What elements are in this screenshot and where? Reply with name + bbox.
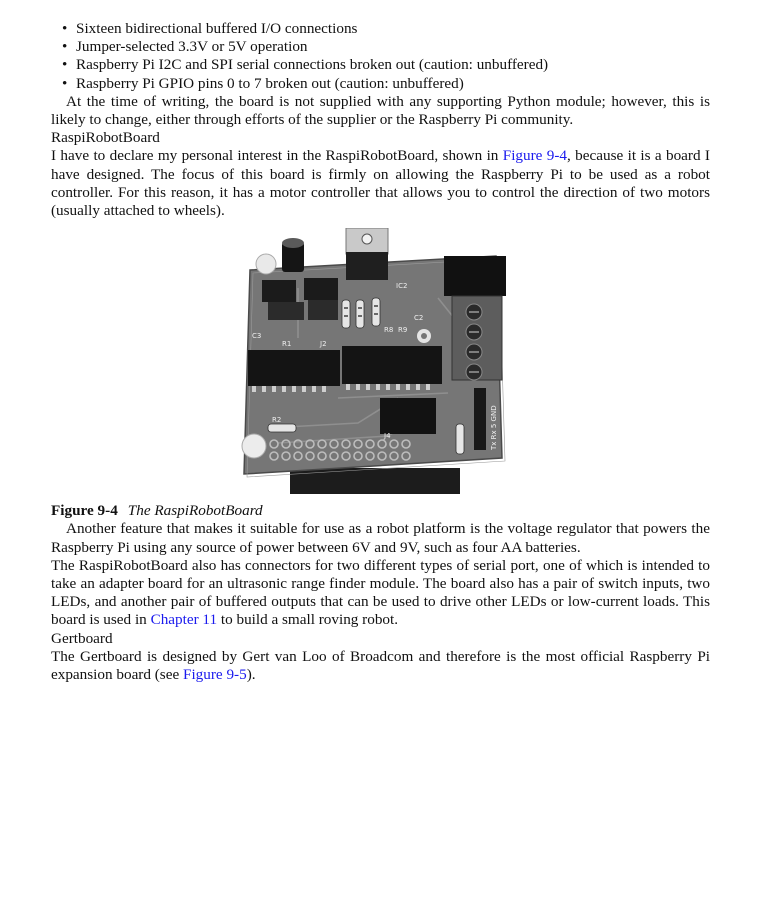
paragraph-serial-ports: The RaspiRobotBoard also has connectors for two different types of serial port, one of which is intended to take an adapter board for an ultrasonic range finder module. The board also has a pair of switch inputs, two LEDs, and another pair of buffered outputs that can be used to drive other LEDs or low-current loads. This board is used in Chapter 11 to build a small roving robot.	[51, 556, 710, 629]
label-r2: R2	[272, 416, 282, 425]
section-heading-gertboard: Gertboard	[51, 629, 113, 647]
figure-9-4	[51, 228, 710, 500]
page-content	[51, 20, 710, 684]
feature-list	[51, 20, 710, 93]
figure-9-4-link[interactable]: Figure 9-4	[502, 147, 568, 165]
label-r8: R8	[384, 326, 394, 335]
chapter-11-link[interactable]: Chapter 11	[150, 611, 218, 629]
figure-9-5-link[interactable]: Figure 9-5	[183, 666, 247, 684]
label-r9: R9	[398, 326, 408, 335]
paragraph-raspirobotboard-intro: I have to declare my personal interest in the RaspiRobotBoard, shown in Figure 9-4, because it is a board I have designed. The focus of this board is firmly on allowing the Raspberry Pi to be used as a robot controller. For this reason, it has a motor controller that allows you to control the direction of two motors (usually attached to wheels).	[51, 147, 710, 220]
label-c2: C2	[414, 314, 424, 323]
label-j2: J2	[320, 340, 327, 349]
figure-caption	[51, 502, 710, 520]
bullet-icon: •	[62, 20, 68, 37]
list-item: • Jumper-selected 3.3V or 5V operation	[62, 38, 308, 56]
section-heading-raspirobotboard: RaspiRobotBoard	[51, 129, 160, 147]
raspirobotboard-photo	[238, 228, 522, 500]
paragraph-python-module: At the time of writing, the board is not supplied with any supporting Python module; however, this is likely to change, either through efforts of the supplier or the Raspberry Pi community.	[51, 92, 710, 129]
figure-caption-text: The RaspiRobotBoard	[127, 502, 263, 520]
label-r1: R1	[282, 340, 292, 349]
figure-label: Figure 9-4	[51, 502, 118, 520]
label-serial-pins: Tx Rx 5 GND	[490, 405, 498, 451]
list-item: • Sixteen bidirectional buffered I/O connections	[62, 20, 358, 37]
paragraph-gertboard: The Gertboard is designed by Gert van Loo of Broadcom and therefore is the most official Raspberry Pi expansion board (see Figure 9-5).	[51, 647, 710, 684]
label-j4: J4	[384, 432, 391, 441]
list-item: • Raspberry Pi GPIO pins 0 to 7 broken out (caution: unbuffered)	[62, 74, 464, 92]
list-item: • Raspberry Pi I2C and SPI serial connections broken out (caution: unbuffered)	[62, 56, 549, 74]
bullet-icon: •	[62, 56, 68, 74]
bullet-icon: •	[62, 74, 68, 92]
label-ic2: IC2	[396, 282, 408, 291]
paragraph-voltage-regulator: Another feature that makes it suitable for use as a robot platform is the voltage regulator that powers the Raspberry Pi using any source of power between 6V and 9V, such as four AA batteries.	[51, 520, 710, 556]
bullet-icon: •	[62, 38, 68, 56]
label-c3: C3	[252, 332, 262, 341]
